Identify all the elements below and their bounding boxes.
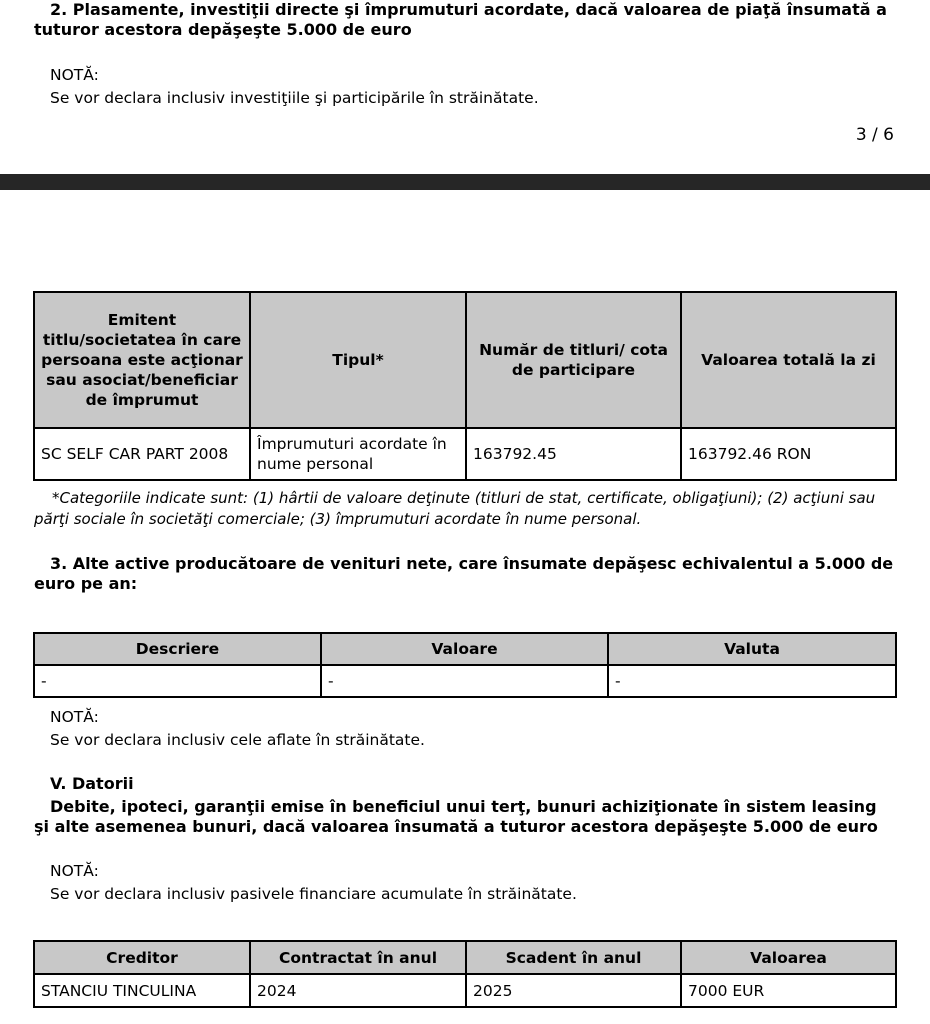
table-row: [34, 665, 896, 697]
column-header-contracted-year: Contractat în anul: [250, 941, 466, 974]
section-v-heading: Debite, ipoteci, garanţii emise în beneficiul unui terţ, bunuri achiziţionate în sistem leasing şi alte asemenea bunuri, dacă valoarea însumată a tuturor acestora depăşeşte 5.000 de euro: [34, 797, 878, 836]
nota-label: NOTĂ:: [50, 66, 99, 84]
section-v-title: V. Datorii: [50, 774, 134, 793]
cell-issuer: SC SELF CAR PART 2008: [34, 428, 250, 480]
table-header-row: [34, 633, 896, 665]
cell-count: 163792.45: [466, 428, 681, 480]
cell-due-year: 2025: [466, 974, 681, 1007]
cell-currency: -: [608, 665, 896, 697]
cell-type: Împrumuturi acordate în nume personal: [250, 428, 466, 480]
nota-text: Se vor declara inclusiv cele aflate în străinătate.: [50, 731, 425, 749]
nota-label: NOTĂ:: [50, 708, 99, 726]
table-row: [34, 974, 896, 1007]
other-assets-table: [33, 632, 897, 698]
column-header-total-value: Valoarea totală la zi: [681, 292, 896, 428]
cell-total-value: 163792.46 RON: [681, 428, 896, 480]
column-header-amount: Valoarea: [681, 941, 896, 974]
page-number: 3 / 6: [855, 125, 894, 145]
column-header-description: Descriere: [34, 633, 321, 665]
column-header-value: Valoare: [321, 633, 608, 665]
nota-text: Se vor declara inclusiv investiţiile şi participările în străinătate.: [50, 89, 539, 107]
investments-table: [33, 291, 897, 481]
section-3-heading: 3. Alte active producătoare de venituri nete, care însumate depăşesc echivalentul a 5.000 de euro pe an:: [34, 554, 894, 593]
page-separator-bar: [0, 174, 930, 190]
column-header-due-year: Scadent în anul: [466, 941, 681, 974]
cell-amount: 7000 EUR: [681, 974, 896, 1007]
column-header-creditor: Creditor: [34, 941, 250, 974]
column-header-type: Tipul*: [250, 292, 466, 428]
table-row: [34, 428, 896, 480]
nota-label: NOTĂ:: [50, 862, 99, 880]
table-footnote: *Categoriile indicate sunt: (1) hârtii de valoare deţinute (titluri de stat, certificate, obligaţiuni); (2) acţiuni sau părţi sociale în societăţi comerciale; (3) împrumuturi acordate în nume personal.: [34, 489, 876, 528]
cell-value: -: [321, 665, 608, 697]
nota-text: Se vor declara inclusiv pasivele financiare acumulate în străinătate.: [50, 885, 577, 903]
section-2-heading: 2. Plasamente, investiţii directe şi împrumuturi acordate, dacă valoarea de piaţă însumată a tuturor acestora depăşeşte 5.000 de euro: [34, 0, 887, 39]
cell-creditor: STANCIU TINCULINA: [34, 974, 250, 1007]
cell-contracted-year: 2024: [250, 974, 466, 1007]
table-header-row: [34, 292, 896, 428]
cell-description: -: [34, 665, 321, 697]
debts-table: [33, 940, 897, 1008]
column-header-count: Număr de titluri/ cota de participare: [466, 292, 681, 428]
column-header-issuer: Emitent titlu/societatea în care persoana este acţionar sau asociat/beneficiar de împrumut: [34, 292, 250, 428]
column-header-currency: Valuta: [608, 633, 896, 665]
table-header-row: [34, 941, 896, 974]
